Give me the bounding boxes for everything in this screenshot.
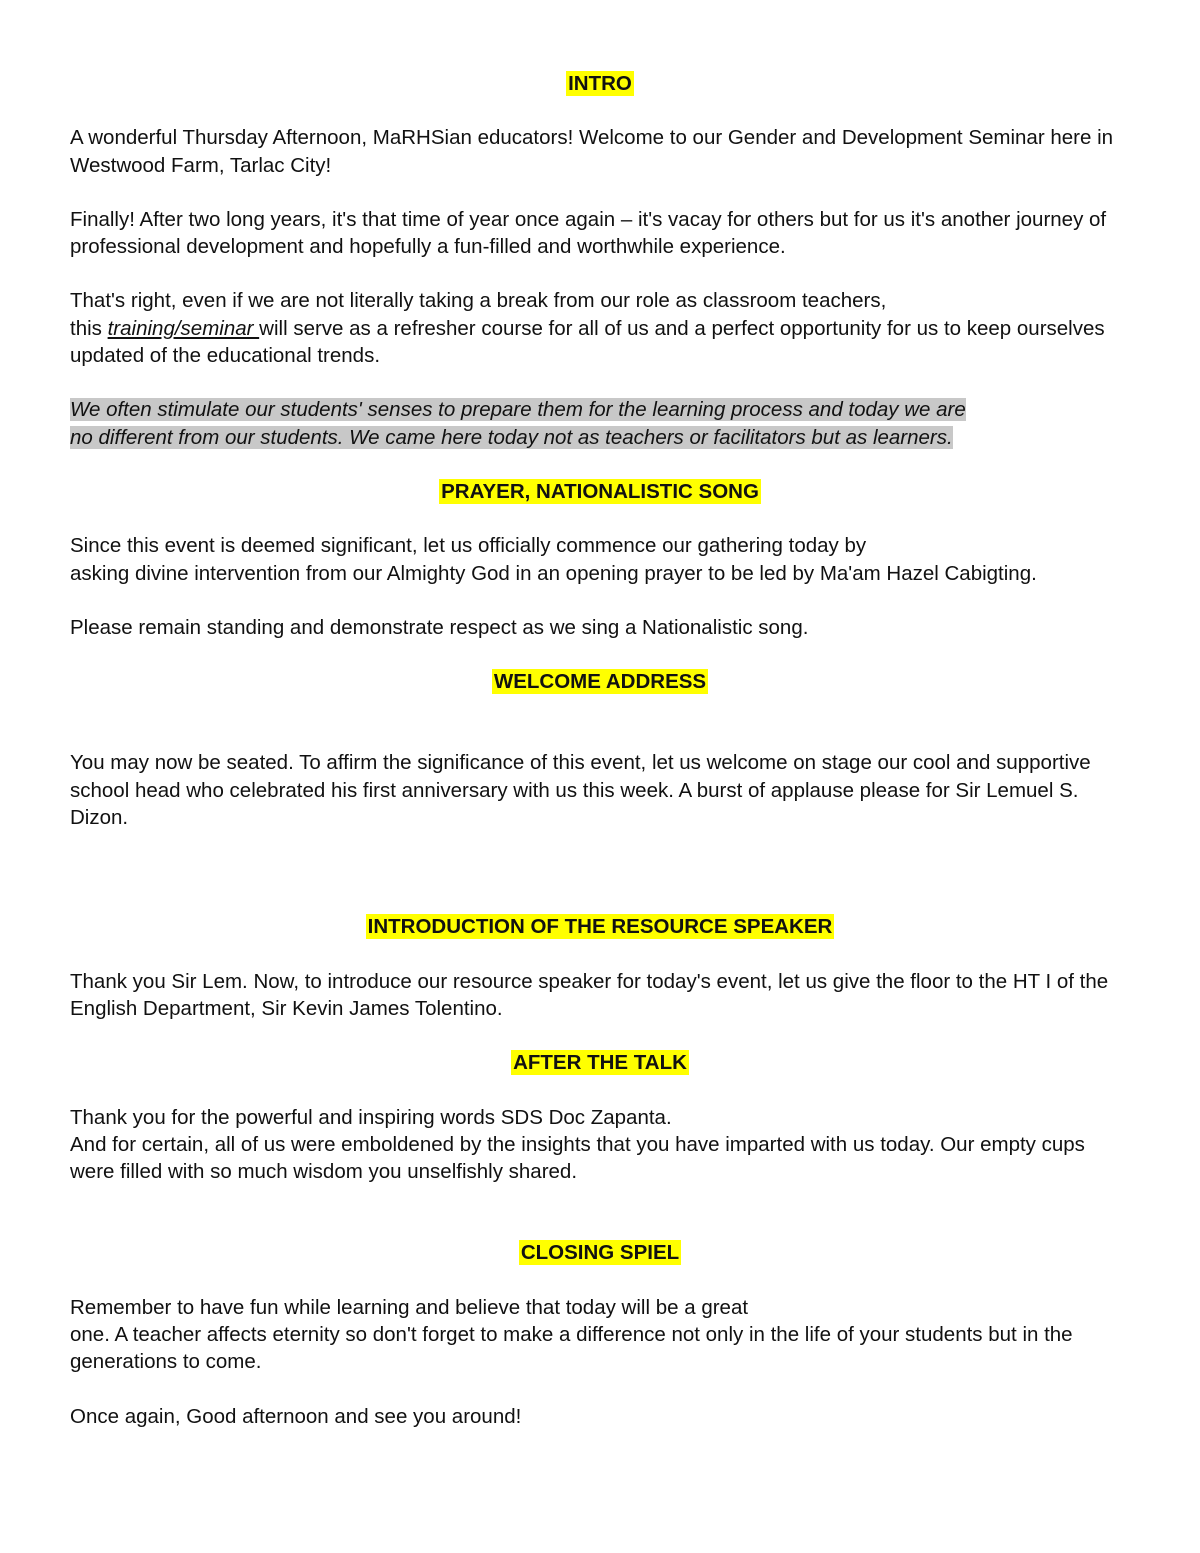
document-page (70, 70, 1130, 1430)
prayer-paragraph-1 (70, 532, 1130, 587)
speaker-paragraph: Thank you Sir Lem. Now, to introduce our resource speaker for today's event, let us give the floor to the HT I of the English Department, Sir Kevin James Tolentino. (70, 969, 1109, 1020)
closing-heading: CLOSING SPIEL (520, 1241, 680, 1265)
training-seminar-emphasis: training/seminar (107, 316, 260, 340)
welcome-paragraph: You may now be seated. To affirm the significance of this event, let us welcome on stage our cool and supportive school head who celebrated his first anniversary with us this week. A burst of applause please for Sir Lemuel S. Dizon. (70, 751, 1091, 830)
closing-line1: Remember to have fun while learning and believe that today will be a great (70, 1295, 749, 1319)
intro-paragraph-3-post: will serve as a refresher course for all of us and a perfect opportunity for us to keep ourselves updated of the educational trends. (70, 316, 1105, 368)
after-talk-rest: And for certain, all of us were emboldened by the insights that you have imparted with us today. Our empty cups were filled with so much wisdom you unselfishly shared. (70, 1132, 1085, 1184)
intro-highlighted-paragraph (70, 396, 1130, 451)
closing-paragraph-2: Once again, Good afternoon and see you around! (70, 1404, 522, 1428)
after-talk-line1: Thank you for the powerful and inspiring words SDS Doc Zapanta. (70, 1105, 672, 1129)
highlighted-line-2: no different from our students. We came here today not as teachers or facilitators but as learners. (70, 425, 953, 449)
intro-paragraph-2: Finally! After two long years, it's that time of year once again – it's vacay for others but for us it's another journey of professional development and hopefully a fun-filled and worthwhile experience. (70, 207, 1107, 259)
prayer-heading: PRAYER, NATIONALISTIC SONG (441, 479, 759, 503)
intro-heading: INTRO (568, 72, 632, 95)
prayer-paragraph-1-rest: asking divine intervention from our Almighty God in an opening prayer to be led by Ma'am Hazel Cabigting. (70, 561, 1037, 585)
prayer-paragraph-1-line1: Since this event is deemed significant, let us officially commence our gathering today by (70, 534, 867, 558)
welcome-heading: WELCOME ADDRESS (493, 670, 707, 694)
closing-rest: one. A teacher affects eternity so don't forget to make a difference not only in the life of your students but in the generations to come. (70, 1323, 1073, 1374)
prayer-paragraph-2: Please remain standing and demonstrate respect as we sing a Nationalistic song. (70, 615, 809, 639)
closing-paragraph-1 (70, 1294, 1130, 1376)
highlighted-line-1: We often stimulate our students' senses to prepare them for the learning process and today we are (70, 398, 966, 422)
after-talk-paragraph (70, 1104, 1130, 1186)
intro-paragraph-3 (70, 287, 1130, 369)
intro-paragraph-3-pre: this (70, 316, 108, 340)
intro-paragraph-3-line1: That's right, even if we are not literally taking a break from our role as classroom teachers, (70, 289, 887, 313)
intro-paragraph-1: A wonderful Thursday Afternoon, MaRHSian educators! Welcome to our Gender and Development Seminar here in Westwood Farm, Tarlac City! (70, 126, 1114, 177)
after-talk-heading: AFTER THE TALK (513, 1051, 687, 1075)
speaker-heading: INTRODUCTION OF THE RESOURCE SPEAKER (367, 915, 833, 939)
